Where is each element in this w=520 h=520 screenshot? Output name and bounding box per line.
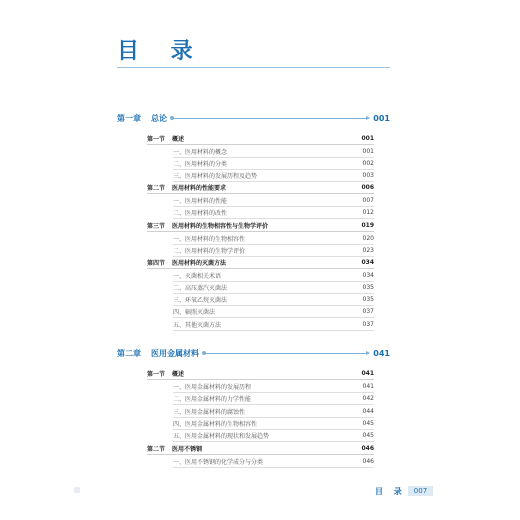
item-page: 003 [362,172,374,179]
section-page: 034 [361,259,374,266]
item-page: 035 [362,296,374,303]
item-title: 二、医用金属材料的力学性能 [173,396,252,403]
toc-item[interactable] [173,195,374,207]
item-page: 012 [362,209,374,216]
toc-item[interactable] [173,306,374,318]
toc-item[interactable] [173,381,374,393]
leader-arrow [205,353,369,354]
item-title: 二、医用材料的改性 [173,210,228,217]
section-title: 概述 [172,136,185,143]
section-page: 041 [361,370,374,377]
toc-item[interactable] [173,406,374,418]
page-corner-mark [74,487,80,493]
section-title: 医用材料的性能要求 [172,185,227,192]
chapter-title: 医用金属材料 [151,348,199,358]
item-page: 045 [362,432,374,439]
section-number: 第二节 [147,185,166,192]
item-page: 046 [362,458,374,465]
item-page: 042 [362,395,374,402]
item-title: 二、医用材料的生物学评价 [173,248,246,255]
item-title: 五、其他灭菌方法 [173,322,222,329]
item-page: 044 [362,408,374,415]
chapter-number: 第二章 [117,348,141,358]
toc-section[interactable] [147,257,374,269]
item-title: 四、辐照灭菌法 [173,309,216,316]
section-title: 医用不锈钢 [172,446,203,453]
item-title: 二、高压蒸汽灭菌法 [173,285,228,292]
section-title: 概述 [172,371,185,378]
toc-item[interactable] [173,233,374,245]
item-title: 四、医用金属材料的生物相容性 [173,421,258,428]
item-page: 045 [362,420,374,427]
toc-item[interactable] [173,418,374,430]
leader-arrow [173,118,369,119]
item-page: 034 [362,272,374,279]
toc-item[interactable] [173,430,374,442]
section-page: 019 [361,222,374,229]
section-number: 第三节 [147,223,166,230]
toc-item[interactable] [173,207,374,219]
item-page: 035 [362,284,374,291]
footer-label: 目 录 [375,486,406,496]
toc-item[interactable] [173,146,374,158]
section-page: 046 [361,445,374,452]
toc-section[interactable] [147,443,374,455]
item-page: 001 [362,148,374,155]
section-number: 第四节 [147,260,166,267]
chapter-title: 总论 [151,113,167,123]
toc-item[interactable] [173,456,374,468]
section-page: 006 [361,184,374,191]
item-title: 三、医用金属材料的腐蚀性 [173,409,246,416]
toc-item[interactable] [173,282,374,294]
item-title: 三、环氧乙烷灭菌法 [173,297,228,304]
item-page: 041 [362,383,374,390]
item-page: 037 [362,308,374,315]
toc-section[interactable] [147,182,374,194]
toc-section[interactable] [147,368,374,380]
page-footer [375,484,433,498]
item-title: 一、医用金属材料的发展历程 [173,384,252,391]
item-page: 020 [362,235,374,242]
page-number: 007 [408,486,433,496]
item-page: 007 [362,197,374,204]
item-title: 五、医用金属材料的现状和发展趋势 [173,433,270,440]
section-number: 第二节 [147,446,166,453]
section-title: 医用材料的生物相容性与生物学评价 [172,223,269,230]
toc-item[interactable] [173,158,374,170]
section-page: 001 [361,135,374,142]
page-title: 目 录 [117,39,205,64]
chapter-heading[interactable] [117,346,390,360]
toc-section[interactable] [147,220,374,232]
item-title: 二、医用材料的分类 [173,161,228,168]
chapter-number: 第一章 [117,113,141,123]
item-title: 一、医用材料的生物相容性 [173,236,246,243]
toc-item[interactable] [173,245,374,257]
toc-section[interactable] [147,133,374,145]
section-title: 医用材料的灭菌方法 [172,260,227,267]
title-divider [117,67,390,68]
item-page: 002 [362,160,374,167]
chapter-heading[interactable] [117,111,390,125]
section-number: 第一节 [147,371,166,378]
toc-item[interactable] [173,393,374,405]
item-title: 一、医用材料的性能 [173,198,228,205]
chapter-page: 001 [373,113,390,123]
toc-item[interactable] [173,170,374,182]
item-page: 037 [362,321,374,328]
toc-item[interactable] [173,294,374,306]
chapter-page: 041 [373,348,390,358]
toc-item[interactable] [173,319,374,331]
section-number: 第一节 [147,136,166,143]
item-title: 三、医用材料的发展历程及趋势 [173,173,258,180]
toc-item[interactable] [173,270,374,282]
item-page: 023 [362,247,374,254]
item-title: 一、医用材料的概念 [173,149,228,156]
item-title: 一、灭菌相关术语 [173,273,222,280]
item-title: 一、医用不锈钢的化学成分与分类 [173,459,264,466]
